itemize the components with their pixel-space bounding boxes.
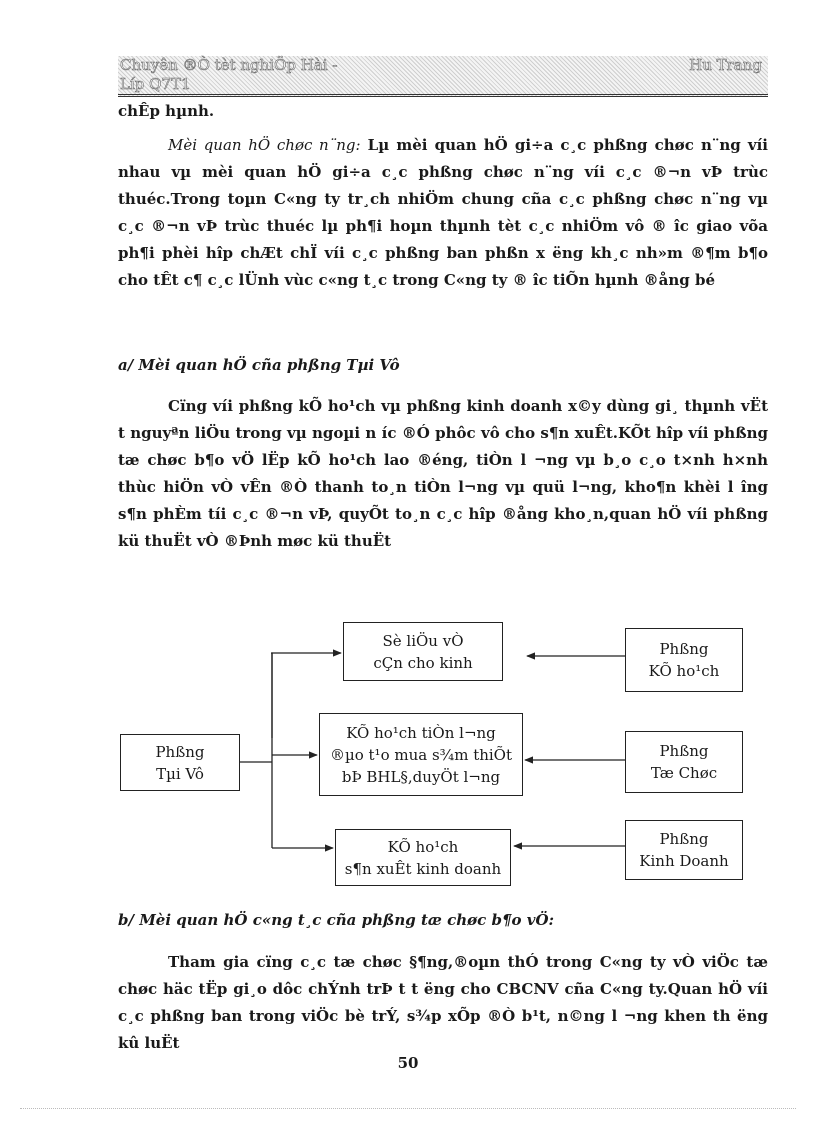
section-heading-a: a/ Mèi quan hÖ cña phßng Tµi Vô: [118, 356, 400, 374]
box-finance-dept-label: Phßng Tµi Vô: [155, 742, 205, 783]
paragraph-lead: Mèi quan hÖ chøc n¨ng:: [168, 136, 361, 154]
box-organization-dept: [625, 731, 743, 793]
box-planning-dept: [625, 628, 743, 692]
paragraph-continuation: chÊp hµnh.: [118, 102, 215, 120]
box-planning-dept-label: Phßng KÕ ho¹ch: [648, 640, 720, 680]
box-organization-dept-label: Phßng Tæ Chøc: [650, 742, 718, 782]
box-business-dept-label: Phßng Kinh Doanh: [639, 830, 729, 870]
paragraph-finance-relations: Cïng víi phßng kÕ ho¹ch vµ phßng kinh doanh x©y dùng gi¸ thµnh vËt t nguyªn liÖu trong vµ ngoµi n íc ®Ó phôc vô cho s¶n xuÊt.KÕt hîp víi phßng tæ chøc b¶o vÖ lËp kÕ ho¹ch lao ®éng, tiÒn l ¬ng vµ b¸o c¸o t×nh h×nh thùc hiÖn vÒ vÊn ®Ò thanh to¸n tiÒn l¬ng vµ quü l¬ng, kho¶n khèi l îng s¶n phÈm tíi c¸c ®¬n vÞ, quyÕt to¸n c¸c hîp ®ång kho¸n,quan hÖ víi phßng kü thuËt vÒ ®Þnh møc kü thuËt: [118, 397, 768, 550]
header-author: Hu Trang: [689, 56, 762, 74]
box-data-for-business-label: Sè liÖu vÒ cÇn cho kinh: [373, 631, 473, 672]
paragraph-organization-relations: Tham gia cïng c¸c tæ chøc §¶ng,®oµn thÓ trong C«ng ty vÒ viÖc tæ chøc häc tËp gi¸o dôc chÝnh trÞ t t ëng cho CBCNV cña C«ng ty.Quan hÖ víi c¸c phßng ban trong viÖc bè trÝ, s¾p xÕp ®Ò b¹t, n©ng l ¬ng khen th ëng kû luËt: [118, 953, 768, 1052]
page-number: 50: [397, 1054, 419, 1072]
box-production-plan-label: KÕ ho¹ch s¶n xuÊt kinh doanh: [344, 837, 502, 878]
paragraph-body: Lµ mèi quan hÖ gi÷a c¸c phßng chøc n¨ng víi nhau vµ mèi quan hÖ gi÷a c¸c phßng chøc n¨ng víi c¸c ®¬n vÞ trùc thuéc.Trong toµn C«ng ty tr¸ch nhiÖm chung cña c¸c phßng chøc n¨ng vµ c¸c ®¬n vÞ trùc thuéc lµ ph¶i hoµn thµnh tèt c¸c nhiÖm vô ® îc giao võa ph¶i phèi hîp chÆt chÏ víi c¸c phßng ban phßn x ëng kh¸c nh»m ®¶m b¶o cho tÊt c¶ c¸c lÜnh vùc c«ng t¸c trong C«ng ty ® îc tiÕn hµnh ®ång bé: [118, 136, 768, 289]
box-salary-plan-label: KÕ ho¹ch tiÒn l¬ng ®µo t¹o mua s¾m thiÕt bÞ BHL§,duyÖt l¬ng: [329, 723, 513, 786]
footer-divider: [20, 1108, 796, 1109]
box-data-for-business: [343, 622, 503, 681]
box-finance-dept: [120, 734, 240, 791]
box-production-plan: [335, 829, 511, 886]
section-heading-b: b/ Mèi quan hÖ c«ng t¸c cña phßng tæ chøc b¶o vÖ:: [118, 911, 555, 929]
box-salary-plan: [319, 713, 523, 796]
header-title: Chuyên ®Ò tèt nghiÖp Hài - Líp Q7T1: [120, 56, 338, 93]
box-business-dept: [625, 820, 743, 880]
